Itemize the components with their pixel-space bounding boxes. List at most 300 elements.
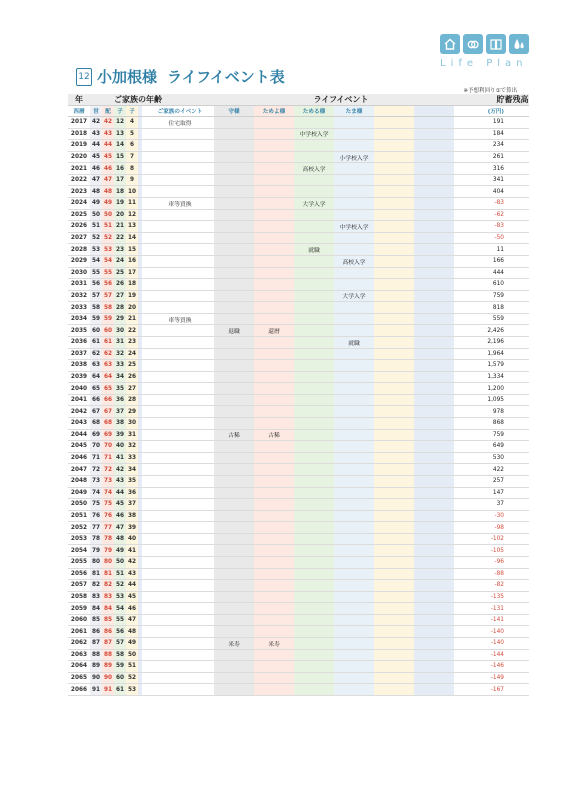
age-child1-cell: 17	[114, 175, 126, 186]
member-2-event-cell	[254, 661, 294, 672]
year-cell: 2031	[70, 281, 88, 288]
member-3-event-cell	[294, 464, 334, 475]
member-4-event-cell	[334, 522, 374, 533]
member-4-event-cell	[334, 545, 374, 556]
age-self-cell: 43	[90, 129, 102, 140]
age-child2-cell: 23	[126, 337, 138, 348]
age-child2-cell: 48	[126, 626, 138, 637]
balance-cell: -62	[494, 211, 504, 218]
balance-cell: -135	[490, 593, 504, 600]
year-cell: 2049	[70, 489, 88, 496]
member-2-event-cell	[254, 186, 294, 197]
age-child1-cell: 21	[114, 221, 126, 232]
header-age-spouse: 配	[102, 106, 114, 116]
balance-cell: 1,579	[487, 362, 504, 369]
age-child1-cell: 18	[114, 186, 126, 197]
member-2-event-cell	[254, 626, 294, 637]
member-3-event-cell	[294, 545, 334, 556]
age-child2-cell: 45	[126, 592, 138, 603]
member-1-event-cell	[214, 580, 254, 591]
header-western-year: 西暦	[73, 109, 85, 115]
age-child2-cell: 17	[126, 268, 138, 279]
family-event-cell	[146, 522, 214, 533]
member-1-event-cell	[214, 279, 254, 290]
table-row	[68, 152, 529, 164]
year-cell: 2046	[70, 455, 88, 462]
member-2-event-cell	[254, 464, 294, 475]
age-child2-cell: 27	[126, 383, 138, 394]
age-self-cell: 74	[90, 488, 102, 499]
age-self-cell: 86	[90, 626, 102, 637]
member-2-event-cell	[254, 476, 294, 487]
age-spouse-cell: 56	[102, 279, 114, 290]
member-1-event-cell	[214, 268, 254, 279]
balance-cell: -141	[490, 617, 504, 624]
age-child2-cell: 13	[126, 221, 138, 232]
member-3-event-cell	[294, 325, 334, 336]
member-3-event-cell	[294, 233, 334, 244]
balance-cell: 530	[492, 455, 504, 462]
year-cell: 2066	[70, 686, 88, 693]
member-2-event-cell	[254, 140, 294, 151]
balance-cell: 166	[492, 258, 504, 265]
member-4-event-cell	[334, 430, 374, 441]
age-self-cell: 84	[90, 603, 102, 614]
member-1-event-cell	[214, 418, 254, 429]
balance-cell: -144	[490, 651, 504, 658]
member-1-event-cell	[214, 314, 254, 325]
family-event-cell	[146, 291, 214, 302]
age-spouse-cell: 91	[102, 684, 114, 695]
age-self-cell: 72	[90, 464, 102, 475]
year-cell: 2037	[70, 350, 88, 357]
age-child2-cell: 10	[126, 186, 138, 197]
member-3-event-cell: 中学校入学	[294, 129, 334, 140]
age-child1-cell: 43	[114, 476, 126, 487]
member-3-event-cell	[294, 406, 334, 417]
table-row	[68, 163, 529, 175]
member-1-event-cell	[214, 534, 254, 545]
member-2-event-cell	[254, 349, 294, 360]
member-3-event-cell	[294, 592, 334, 603]
member-4-event-cell	[334, 673, 374, 684]
member-3-event-cell	[294, 117, 334, 128]
member-2-event-cell	[254, 372, 294, 383]
member-2-event-cell	[254, 650, 294, 661]
family-event-cell	[146, 268, 214, 279]
age-self-cell: 48	[90, 186, 102, 197]
age-self-cell: 46	[90, 163, 102, 174]
age-spouse-cell: 88	[102, 650, 114, 661]
age-self-cell: 52	[90, 233, 102, 244]
age-child2-cell: 4	[126, 117, 138, 128]
year-cell: 2050	[70, 501, 88, 508]
member-2-event-cell	[254, 615, 294, 626]
member-2-event-cell	[254, 268, 294, 279]
age-self-cell: 57	[90, 291, 102, 302]
member-4-event-cell	[334, 418, 374, 429]
age-child2-cell: 33	[126, 453, 138, 464]
age-self-cell: 66	[90, 395, 102, 406]
age-child2-cell: 25	[126, 360, 138, 371]
year-cell: 2034	[70, 316, 88, 323]
calendar-icon: 12	[76, 68, 92, 86]
age-child1-cell: 28	[114, 302, 126, 313]
age-spouse-cell: 63	[102, 360, 114, 371]
member-3-event-cell	[294, 221, 334, 232]
age-spouse-cell: 43	[102, 129, 114, 140]
age-child2-cell: 19	[126, 291, 138, 302]
age-child2-cell: 44	[126, 580, 138, 591]
member-4-event-cell: 大学入学	[334, 291, 374, 302]
member-2-event-cell	[254, 302, 294, 313]
family-event-cell	[146, 661, 214, 672]
age-child1-cell: 33	[114, 360, 126, 371]
age-child2-cell: 31	[126, 430, 138, 441]
table-row	[68, 129, 529, 141]
family-event-cell	[146, 615, 214, 626]
table-row	[68, 314, 529, 326]
table-row	[68, 650, 529, 662]
table-row	[68, 430, 529, 442]
member-3-event-cell	[294, 256, 334, 267]
member-3-event-cell	[294, 140, 334, 151]
member-2-event-cell	[254, 580, 294, 591]
member-3-event-cell	[294, 302, 334, 313]
header-events: ライフイベント	[313, 95, 369, 104]
age-spouse-cell: 72	[102, 464, 114, 475]
balance-cell: 978	[492, 408, 504, 415]
balance-cell: 649	[492, 443, 504, 450]
balance-cell: 316	[492, 165, 504, 172]
balance-cell: -105	[490, 547, 504, 554]
family-event-cell	[146, 406, 214, 417]
age-child1-cell: 58	[114, 650, 126, 661]
member-2-event-cell	[254, 175, 294, 186]
member-1-event-cell	[214, 406, 254, 417]
member-4-event-cell	[334, 603, 374, 614]
table-row	[68, 511, 529, 523]
family-event-cell	[146, 302, 214, 313]
balance-cell: 818	[492, 304, 504, 311]
member-3-event-cell	[294, 360, 334, 371]
table-row	[68, 626, 529, 638]
member-2-event-cell	[254, 395, 294, 406]
calculation-note: ※予想利回り①で算出	[463, 88, 517, 94]
member-4-event-cell	[334, 279, 374, 290]
table-row	[68, 186, 529, 198]
member-1-event-cell	[214, 372, 254, 383]
balance-cell: -83	[494, 200, 504, 207]
member-4-event-cell	[334, 476, 374, 487]
age-spouse-cell: 68	[102, 418, 114, 429]
member-2-event-cell	[254, 233, 294, 244]
header-ages: ご家族の年齢	[114, 95, 162, 104]
logo-text: Life Plan	[440, 58, 528, 69]
header-member-3: ためる様	[294, 106, 334, 116]
member-2-event-cell	[254, 522, 294, 533]
age-spouse-cell: 83	[102, 592, 114, 603]
member-3-event-cell: 就職	[294, 244, 334, 255]
balance-cell: -83	[494, 223, 504, 230]
family-event-cell	[146, 372, 214, 383]
member-4-event-cell	[334, 569, 374, 580]
family-event-cell	[146, 360, 214, 371]
home-icon	[440, 34, 460, 54]
age-spouse-cell: 66	[102, 395, 114, 406]
family-event-cell	[146, 488, 214, 499]
member-3-event-cell	[294, 499, 334, 510]
age-spouse-cell: 75	[102, 499, 114, 510]
family-event-cell: 車等買換	[168, 317, 192, 324]
family-event-cell	[146, 569, 214, 580]
age-child1-cell: 30	[114, 325, 126, 336]
member-1-event-cell	[214, 233, 254, 244]
age-self-cell: 69	[90, 430, 102, 441]
table-row	[68, 684, 529, 696]
year-cell: 2039	[70, 374, 88, 380]
balance-cell: 1,200	[487, 385, 504, 392]
family-event-cell	[146, 418, 214, 429]
family-event-cell	[146, 603, 214, 614]
age-spouse-cell: 80	[102, 557, 114, 568]
age-spouse-cell: 78	[102, 534, 114, 545]
member-2-event-cell	[254, 453, 294, 464]
balance-cell: -50	[494, 235, 504, 242]
member-1-event-cell	[214, 129, 254, 140]
age-self-cell: 87	[90, 638, 102, 649]
member-2-event-cell	[254, 684, 294, 695]
table-row	[68, 534, 529, 546]
year-cell: 2029	[70, 258, 88, 265]
member-3-event-cell	[294, 152, 334, 163]
year-cell: 2056	[70, 570, 88, 577]
balance-cell: 191	[492, 119, 504, 126]
age-self-cell: 47	[90, 175, 102, 186]
member-2-event-cell: 還暦	[254, 325, 294, 336]
table-row	[68, 198, 529, 210]
member-4-event-cell: 小学校入学	[334, 152, 374, 163]
member-4-event-cell	[334, 163, 374, 174]
year-cell: 2033	[70, 304, 88, 311]
member-1-event-cell	[214, 557, 254, 568]
age-child1-cell: 49	[114, 545, 126, 556]
age-self-cell: 64	[90, 372, 102, 383]
age-child2-cell: 14	[126, 233, 138, 244]
member-2-event-cell	[254, 603, 294, 614]
age-child1-cell: 50	[114, 557, 126, 568]
member-2-event-cell	[254, 129, 294, 140]
member-4-event-cell	[334, 441, 374, 452]
age-child2-cell: 36	[126, 488, 138, 499]
member-1-event-cell	[214, 360, 254, 371]
family-event-cell	[146, 430, 214, 441]
member-2-event-cell	[254, 337, 294, 348]
member-4-event-cell	[334, 325, 374, 336]
year-cell: 2024	[70, 200, 88, 207]
table-row	[68, 580, 529, 592]
member-4-event-cell	[334, 314, 374, 325]
age-child1-cell: 32	[114, 349, 126, 360]
member-4-event-cell	[334, 592, 374, 603]
member-3-event-cell	[294, 314, 334, 325]
balance-cell: 184	[492, 130, 504, 137]
member-4-event-cell	[334, 626, 374, 637]
member-4-event-cell	[334, 557, 374, 568]
family-event-cell	[146, 163, 214, 174]
client-name: 小加根様	[97, 68, 158, 86]
age-child1-cell: 31	[114, 337, 126, 348]
table-row	[68, 615, 529, 627]
age-spouse-cell: 64	[102, 372, 114, 383]
member-4-event-cell	[334, 186, 374, 197]
table-row	[68, 545, 529, 557]
age-child1-cell: 16	[114, 163, 126, 174]
age-child1-cell: 39	[114, 430, 126, 441]
year-cell: 2023	[70, 188, 88, 195]
header-year: 年	[75, 95, 83, 104]
year-cell: 2036	[70, 339, 88, 346]
table-row	[68, 476, 529, 488]
table-row	[68, 453, 529, 465]
age-child1-cell: 59	[114, 661, 126, 672]
age-self-cell: 61	[90, 337, 102, 348]
age-child1-cell: 25	[114, 268, 126, 279]
age-child1-cell: 15	[114, 152, 126, 163]
age-spouse-cell: 48	[102, 186, 114, 197]
age-spouse-cell: 47	[102, 175, 114, 186]
rings-icon	[463, 34, 483, 54]
member-1-event-cell	[214, 603, 254, 614]
family-event-cell	[146, 626, 214, 637]
year-cell: 2041	[70, 397, 88, 404]
family-event-cell	[146, 511, 214, 522]
age-child1-cell: 36	[114, 395, 126, 406]
year-cell: 2061	[70, 628, 88, 635]
member-2-event-cell	[254, 291, 294, 302]
family-event-cell	[146, 221, 214, 232]
age-child2-cell: 5	[126, 129, 138, 140]
family-event-cell	[146, 453, 214, 464]
age-child2-cell: 41	[126, 545, 138, 556]
balance-cell: -140	[490, 640, 504, 647]
header-member-2: ためよ様	[254, 106, 294, 116]
age-self-cell: 83	[90, 592, 102, 603]
age-self-cell: 77	[90, 522, 102, 533]
member-2-event-cell	[254, 314, 294, 325]
balance-cell: 1,964	[487, 350, 504, 357]
age-spouse-cell: 60	[102, 325, 114, 336]
member-2-event-cell	[254, 418, 294, 429]
age-self-cell: 67	[90, 406, 102, 417]
balance-cell: 759	[492, 431, 504, 438]
member-2-event-cell: 米寿	[254, 638, 294, 649]
age-child1-cell: 12	[114, 117, 126, 128]
member-1-event-cell	[214, 569, 254, 580]
age-spouse-cell: 59	[102, 314, 114, 325]
table-row	[68, 569, 529, 581]
age-child2-cell: 42	[126, 557, 138, 568]
member-4-event-cell	[334, 661, 374, 672]
age-child1-cell: 37	[114, 406, 126, 417]
member-2-event-cell	[254, 441, 294, 452]
family-event-cell	[146, 337, 214, 348]
year-cell: 2057	[70, 582, 88, 589]
member-1-event-cell	[214, 488, 254, 499]
age-self-cell: 65	[90, 383, 102, 394]
member-1-event-cell	[214, 186, 254, 197]
member-4-event-cell	[334, 406, 374, 417]
table-row	[68, 291, 529, 303]
member-1-event-cell	[214, 441, 254, 452]
member-2-event-cell	[254, 557, 294, 568]
age-spouse-cell: 58	[102, 302, 114, 313]
member-2-event-cell	[254, 244, 294, 255]
age-spouse-cell: 70	[102, 441, 114, 452]
member-2-event-cell	[254, 592, 294, 603]
age-child1-cell: 46	[114, 511, 126, 522]
member-3-event-cell	[294, 268, 334, 279]
year-cell: 2052	[70, 524, 88, 531]
age-child1-cell: 40	[114, 441, 126, 452]
age-spouse-cell: 82	[102, 580, 114, 591]
member-1-event-cell	[214, 337, 254, 348]
balance-cell: 37	[496, 501, 504, 508]
drops-icon	[509, 34, 529, 54]
age-self-cell: 50	[90, 210, 102, 221]
age-spouse-cell: 49	[102, 198, 114, 209]
year-cell: 2058	[70, 593, 88, 600]
age-child1-cell: 13	[114, 129, 126, 140]
member-3-event-cell	[294, 615, 334, 626]
table-row	[68, 372, 529, 384]
age-spouse-cell: 74	[102, 488, 114, 499]
year-cell: 2021	[70, 165, 88, 172]
page-title	[76, 66, 285, 87]
member-3-event-cell	[294, 476, 334, 487]
balance-cell: -30	[494, 512, 504, 519]
age-self-cell: 76	[90, 511, 102, 522]
year-cell: 2064	[70, 663, 88, 670]
balance-cell: -82	[494, 582, 504, 589]
age-self-cell: 68	[90, 418, 102, 429]
member-4-event-cell	[334, 499, 374, 510]
member-3-event-cell	[294, 372, 334, 383]
member-3-event-cell	[294, 673, 334, 684]
member-3-event-cell	[294, 186, 334, 197]
age-self-cell: 79	[90, 545, 102, 556]
balance-cell: 868	[492, 420, 504, 427]
member-4-event-cell	[334, 534, 374, 545]
year-cell: 2038	[70, 362, 88, 369]
year-cell: 2053	[70, 536, 88, 543]
age-spouse-cell: 46	[102, 163, 114, 174]
member-3-event-cell	[294, 279, 334, 290]
age-child1-cell: 35	[114, 383, 126, 394]
age-child1-cell: 41	[114, 453, 126, 464]
member-1-event-cell: 米寿	[214, 638, 254, 649]
member-1-event-cell	[214, 221, 254, 232]
age-self-cell: 55	[90, 268, 102, 279]
year-cell: 2027	[70, 235, 88, 242]
age-self-cell: 90	[90, 673, 102, 684]
balance-cell: 2,196	[487, 339, 504, 346]
age-child1-cell: 38	[114, 418, 126, 429]
member-4-event-cell	[334, 268, 374, 279]
age-child2-cell: 15	[126, 244, 138, 255]
year-cell: 2047	[70, 466, 88, 473]
member-4-event-cell	[334, 372, 374, 383]
